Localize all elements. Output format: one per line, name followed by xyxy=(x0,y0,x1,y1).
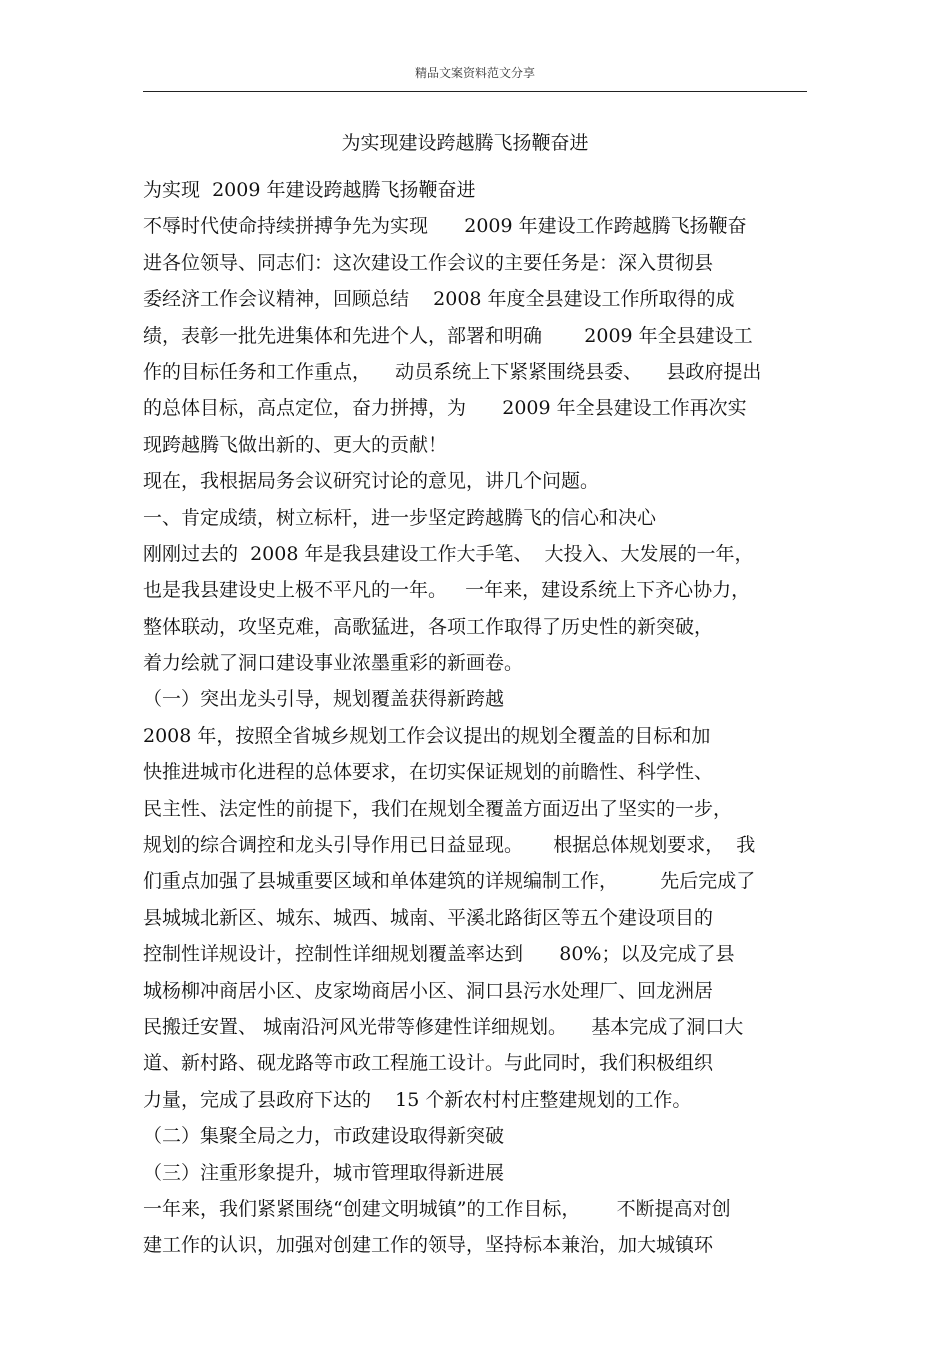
body-line: 县城城北新区、城东、城西、城南、平溪北路街区等五个建设项目的 xyxy=(143,906,714,929)
body-line: 城杨柳冲商居小区、皮家坳商居小区、洞口县污水处理厂、回龙洲居 xyxy=(143,979,714,1002)
body-line: 道、新村路、砚龙路等市政工程施工设计。与此同时，我们积极组织 xyxy=(143,1052,714,1075)
body-line: 进各位领导、同志们：这次建设工作会议的主要任务是：深入贯彻县 xyxy=(143,251,714,274)
document-title: 为实现建设跨越腾飞扬鞭奋进 xyxy=(341,132,589,154)
body-line: 一年来，我们紧紧围绕“创建文明城镇”的工作目标， 不断提高对创 xyxy=(143,1197,731,1220)
body-line: 刚刚过去的 2008 年是我县建设工作大手笔、 大投入、大发展的一年， xyxy=(143,542,754,565)
body-line: 2008 年，按照全省城乡规划工作会议提出的规划全覆盖的目标和加 xyxy=(143,724,711,747)
body-line: 整体联动，攻坚克难，高歌猛进，各项工作取得了历史性的新突破， xyxy=(143,615,714,638)
body-line: 不辱时代使命持续拼搏争先为实现 2009 年建设工作跨越腾飞扬鞭奋 xyxy=(143,215,747,238)
section-heading: 一、肯定成绩，树立标杆，进一步坚定跨越腾飞的信心和决心 xyxy=(143,506,657,529)
body-line: 为实现 2009 年建设跨越腾飞扬鞭奋进 xyxy=(143,179,476,201)
body-line: 现跨越腾飞做出新的、更大的贡献！ xyxy=(143,433,448,456)
body-line: 民主性、法定性的前提下，我们在规划全覆盖方面迈出了坚实的一步， xyxy=(143,797,733,820)
header-divider xyxy=(143,91,807,92)
body-line: 力量，完成了县政府下达的 15 个新农村村庄整建规划的工作。 xyxy=(143,1088,692,1111)
body-line: 快推进城市化进程的总体要求，在切实保证规划的前瞻性、科学性、 xyxy=(143,761,714,784)
page-header: 精品文案资料范文分享 xyxy=(414,66,535,80)
body-line: 的总体目标，高点定位，奋力拼搏，为 2009 年全县建设工作再次实 xyxy=(143,397,747,420)
body-line: 绩，表彰一批先进集体和先进个人，部署和明确 2009 年全县建设工 xyxy=(143,324,753,347)
subsection-heading: （一）突出龙头引导，规划覆盖获得新跨越 xyxy=(143,688,505,711)
document-body xyxy=(143,172,818,1264)
body-line: 委经济工作会议精神，回顾总结 2008 年度全县建设工作所取得的成 xyxy=(143,288,735,311)
body-line: 们重点加强了县城重要区域和单体建筑的详规编制工作， 先后完成了 xyxy=(143,870,756,893)
body-line: 现在，我根据局务会议研究讨论的意见，讲几个问题。 xyxy=(143,470,600,493)
body-line: 规划的综合调控和龙头引导作用已日益显现。 根据总体规划要求， 我 xyxy=(143,834,756,857)
subsection-heading: （二）集聚全局之力，市政建设取得新突破 xyxy=(143,1125,505,1148)
body-line: 作的目标任务和工作重点， 动员系统上下紧紧围绕县委、 县政府提出 xyxy=(143,360,762,383)
body-line: 民搬迁安置、 城南沿河风光带等修建性详细规划。 基本完成了洞口大 xyxy=(143,1015,744,1038)
body-line: 着力绘就了洞口建设事业浓墨重彩的新画卷。 xyxy=(143,652,524,675)
body-line: 也是我县建设史上极不平凡的一年。 一年来，建设系统上下齐心协力， xyxy=(143,579,751,602)
subsection-heading: （三）注重形象提升，城市管理取得新进展 xyxy=(143,1161,505,1184)
body-line: 建工作的认识，加强对创建工作的领导，坚持标本兼治，加大城镇环 xyxy=(143,1234,714,1257)
body-line: 控制性详规设计，控制性详细规划覆盖率达到 80%；以及完成了县 xyxy=(143,943,735,966)
